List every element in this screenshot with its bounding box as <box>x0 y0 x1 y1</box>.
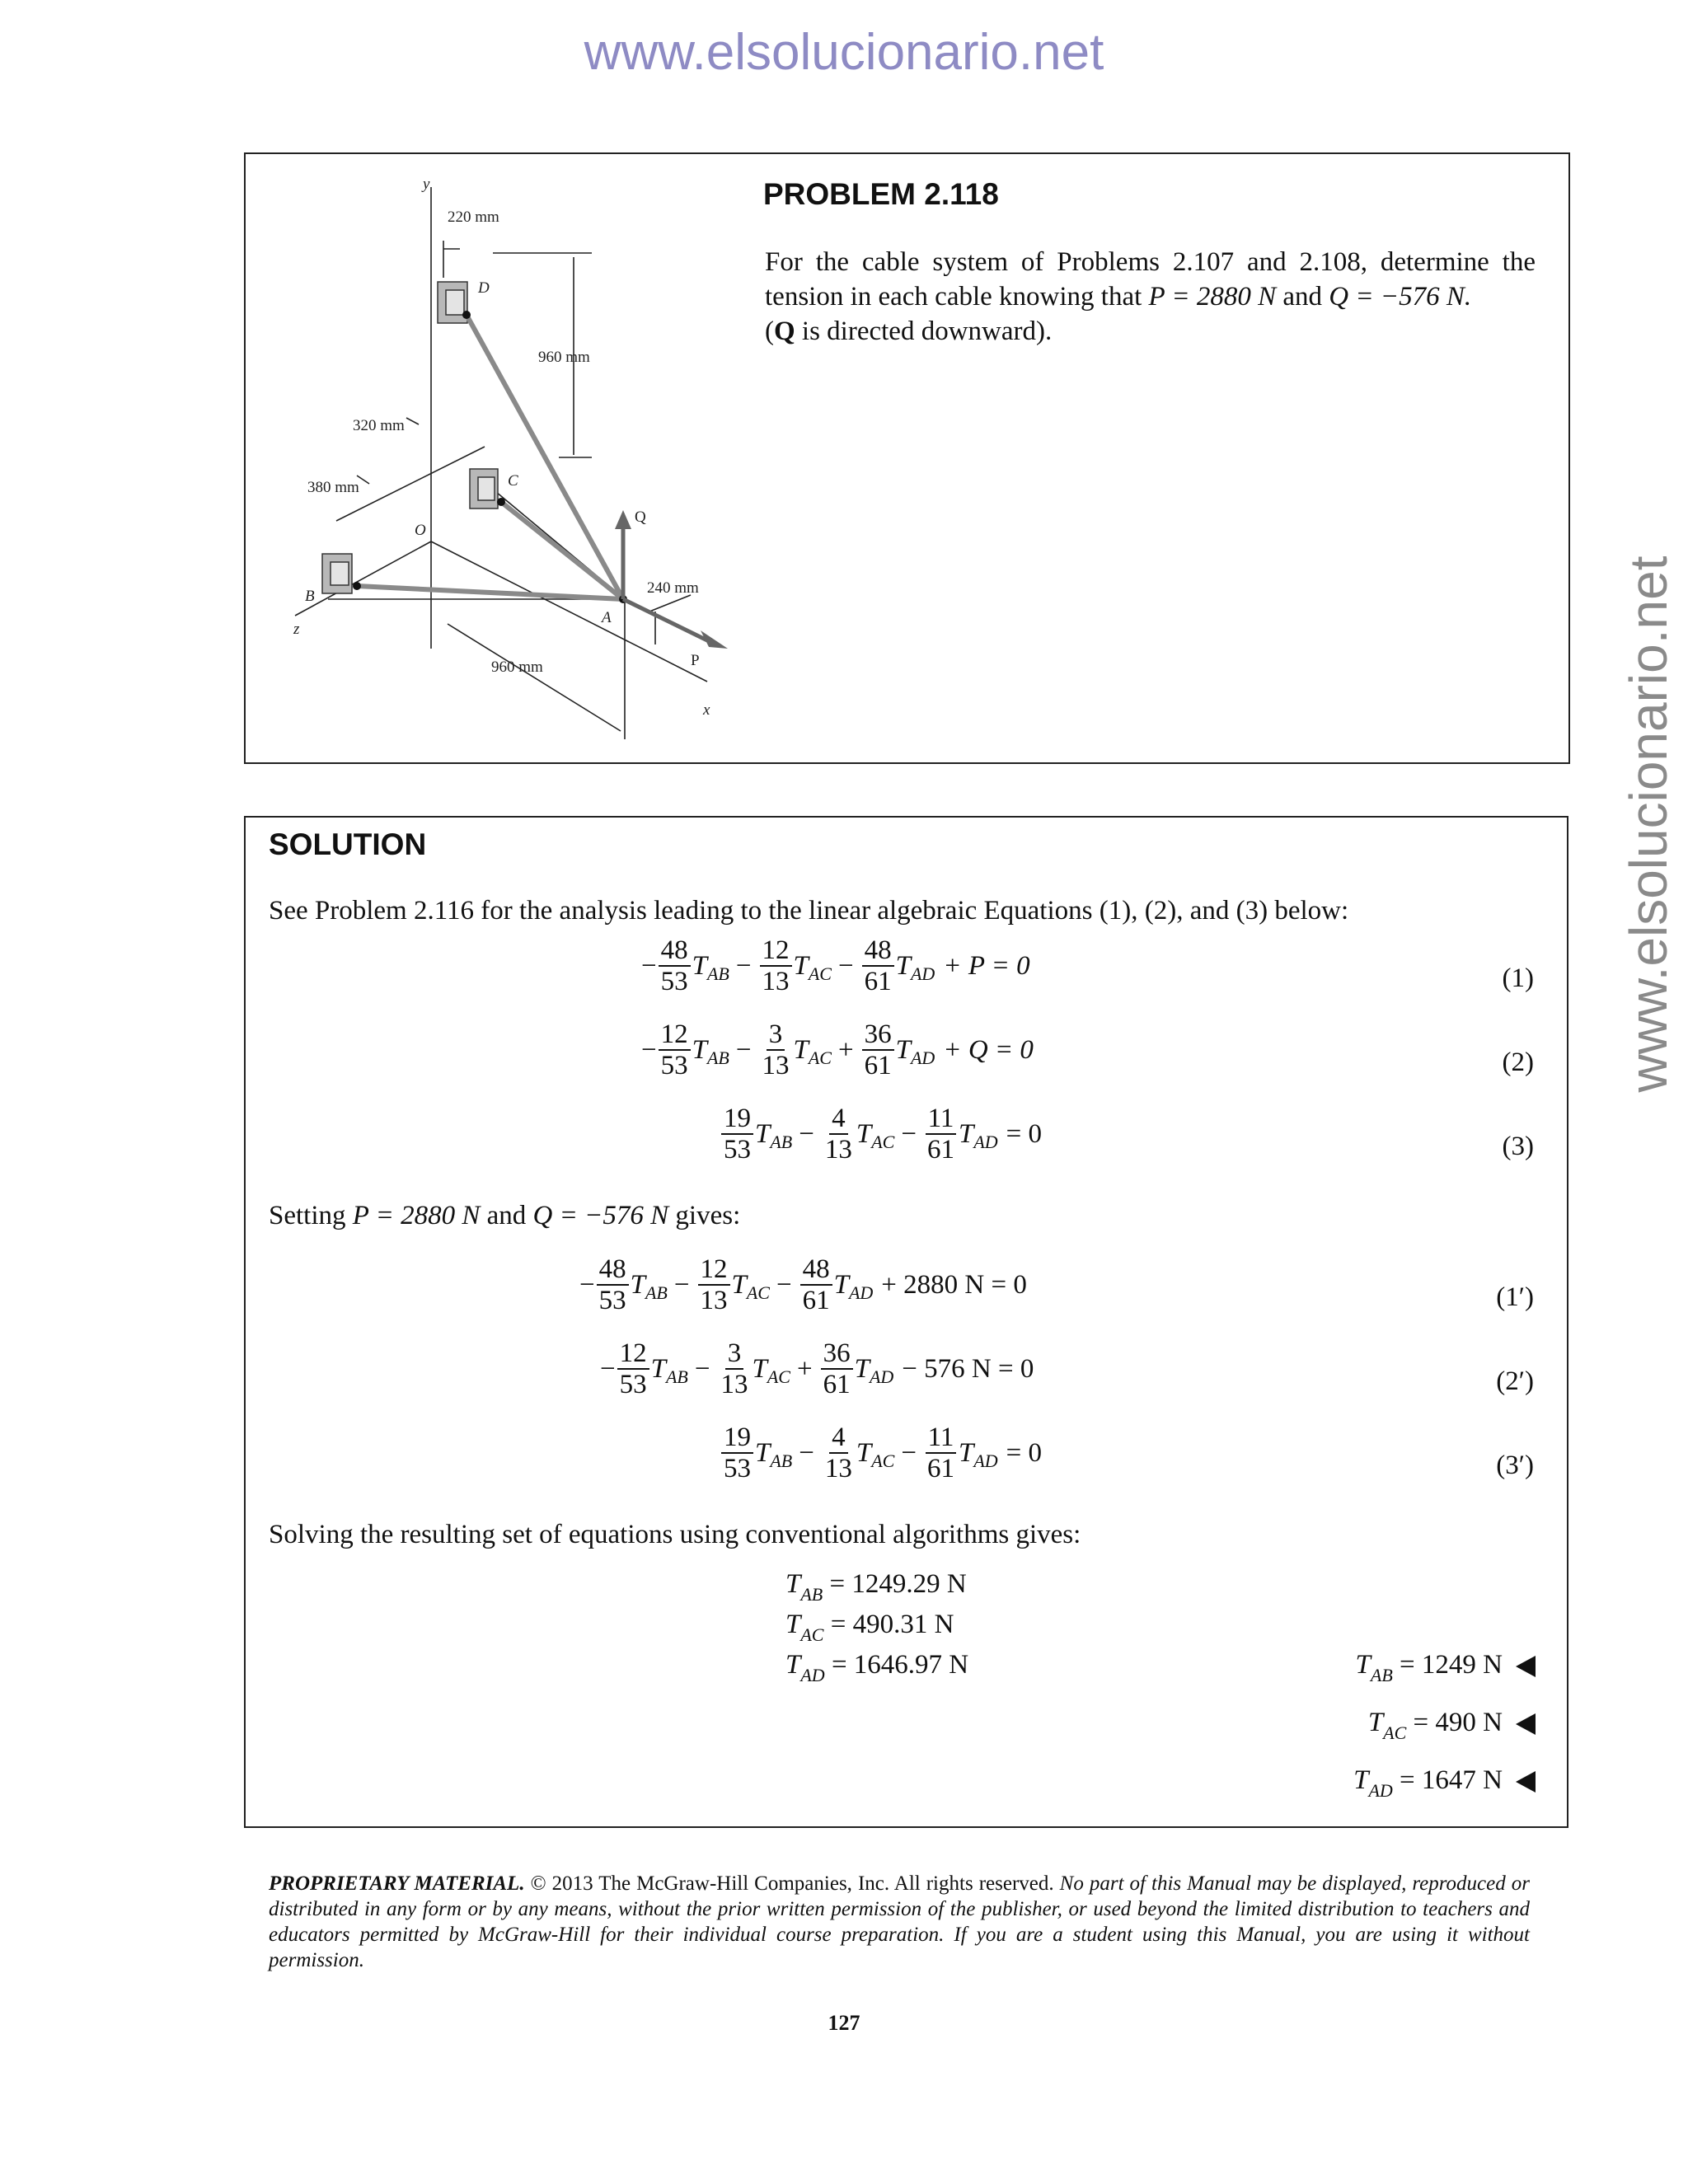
subscript: AB <box>665 1366 688 1387</box>
eq-op: − <box>799 1118 814 1149</box>
tension-symbol: T <box>630 1269 645 1300</box>
statement-prefix: For the cable system of Problems 2.107 and 2.108, determine the tension in each cable knowing that <box>765 247 1536 312</box>
eq-op: − <box>837 950 854 981</box>
tension-symbol: T <box>895 1034 911 1065</box>
tension-symbol: T <box>1353 1765 1369 1795</box>
frac-num: 19 <box>721 1422 753 1454</box>
equation-number: (2′) <box>1496 1366 1534 1396</box>
eq-op: − <box>694 1353 710 1384</box>
frac-den: 61 <box>926 1135 954 1165</box>
equation-3-prime <box>720 1416 1042 1490</box>
footer-bold: PROPRIETARY MATERIAL. <box>269 1872 525 1895</box>
answer-tac <box>1367 1708 1536 1743</box>
tension-symbol: T <box>856 1437 872 1468</box>
frac-num: 11 <box>926 1104 957 1135</box>
dim-380: 380 mm <box>307 479 359 496</box>
footer-italic: No part of this Manual may be displayed, reproduced or distributed in any form or by any means, without the prior written permission of the publisher, or used beyond the limited distribution to teachers and educators permitted by McGraw-Hill for their individual course preparation. If you are a student using this Manual, you are using it without permission. <box>269 1872 1530 1971</box>
equation-number: (1′) <box>1496 1282 1534 1312</box>
frac-den: 61 <box>864 1051 892 1080</box>
eq-tail: + Q = 0 <box>943 1034 1034 1065</box>
eq-op: − <box>901 1118 917 1149</box>
frac-den: 53 <box>724 1454 751 1483</box>
dim-240: 240 mm <box>647 579 699 597</box>
solution-intro: See Problem 2.116 for the analysis leading to the linear algebraic Equations (1), (2), and (3) below: <box>269 896 1349 926</box>
subscript: AB <box>706 1047 729 1068</box>
subscript: AD <box>973 1132 998 1152</box>
answer-marker-icon <box>1516 1713 1536 1735</box>
subscript: AB <box>1370 1665 1393 1685</box>
frac-den: 13 <box>700 1286 728 1315</box>
copyright-footer <box>269 1871 1530 1973</box>
eq-lead: − <box>641 1034 657 1065</box>
label-B: B <box>305 588 315 605</box>
result-tab <box>785 1569 967 1605</box>
answer-value: = 1647 N <box>1400 1765 1503 1795</box>
equation-2-prime <box>600 1332 1034 1406</box>
frac-num: 12 <box>617 1338 649 1370</box>
equation-3 <box>720 1097 1042 1171</box>
frac-num: 19 <box>721 1104 753 1135</box>
frac-num: 12 <box>698 1254 730 1286</box>
tension-symbol: T <box>692 950 707 981</box>
answer-marker-icon <box>1516 1656 1536 1677</box>
tension-symbol: T <box>752 1353 767 1384</box>
eq-op: + <box>837 1034 854 1065</box>
subscript: AC <box>800 1624 824 1645</box>
eq-op: − <box>735 1034 752 1065</box>
label-z: z <box>293 621 300 638</box>
tension-symbol: T <box>785 1610 801 1639</box>
label-P: P <box>691 652 700 669</box>
equation-1 <box>641 929 1030 1003</box>
frac-den: 53 <box>724 1135 751 1165</box>
tension-symbol: T <box>1355 1650 1371 1680</box>
frac-den: 13 <box>762 967 790 996</box>
frac-num: 4 <box>829 1422 848 1454</box>
subscript: AD <box>848 1282 874 1303</box>
eq-tail: + 2880 N = 0 <box>881 1269 1027 1300</box>
eq-tail: = 0 <box>1006 1118 1043 1149</box>
tension-symbol: T <box>793 1034 809 1065</box>
frac-num: 3 <box>725 1338 744 1370</box>
frac-den: 13 <box>824 1135 852 1165</box>
eq-op: − <box>901 1437 917 1468</box>
equation-number: (2) <box>1502 1047 1534 1077</box>
subscript: AB <box>645 1282 668 1303</box>
subscript: AB <box>706 963 729 984</box>
subscript: AC <box>767 1366 790 1387</box>
eq-op: − <box>735 950 752 981</box>
solution-box <box>244 816 1568 1828</box>
tension-symbol: T <box>650 1353 666 1384</box>
subscript: AD <box>1368 1780 1393 1801</box>
label-D: D <box>478 279 490 297</box>
result-value: = 1249.29 N <box>829 1569 967 1599</box>
subscript: AC <box>746 1282 770 1303</box>
statement-q: Q = −576 N. <box>1329 282 1472 312</box>
frac-num: 48 <box>800 1254 832 1286</box>
tension-symbol: T <box>833 1269 849 1300</box>
problem-statement <box>765 245 1536 349</box>
subscript: AD <box>973 1451 998 1471</box>
frac-num: 36 <box>821 1338 853 1370</box>
frac-den: 61 <box>823 1370 851 1399</box>
tension-symbol: T <box>785 1569 801 1599</box>
tension-symbol: T <box>785 1650 801 1680</box>
equation-number: (3′) <box>1496 1451 1534 1480</box>
answer-tab <box>1355 1650 1536 1685</box>
frac-den: 53 <box>598 1286 626 1315</box>
subscript: AD <box>800 1665 825 1685</box>
result-tac <box>785 1610 954 1645</box>
subscript: AD <box>869 1366 894 1387</box>
equation-1-prime <box>579 1248 1027 1322</box>
subscript: AC <box>808 1047 832 1068</box>
label-O: O <box>415 522 426 539</box>
equation-2 <box>641 1013 1034 1087</box>
frac-num: 48 <box>659 935 691 967</box>
frac-num: 12 <box>760 935 792 967</box>
equation-number: (3) <box>1502 1132 1534 1161</box>
subscript: AD <box>910 1047 935 1068</box>
answer-tad <box>1353 1765 1536 1801</box>
result-value: = 490.31 N <box>830 1610 954 1639</box>
solving-text: Solving the resulting set of equations using conventional algorithms gives: <box>269 1520 1081 1549</box>
frac-num: 48 <box>862 935 894 967</box>
tension-symbol: T <box>854 1353 870 1384</box>
eq-lead: − <box>579 1269 595 1300</box>
problem-box <box>244 152 1570 764</box>
label-A: A <box>602 609 612 626</box>
subscript: AD <box>910 963 935 984</box>
watermark-side: www.elsolucionario.net <box>1619 555 1678 1093</box>
frac-den: 13 <box>720 1370 748 1399</box>
answer-value: = 490 N <box>1413 1708 1503 1737</box>
dim-960-horizontal: 960 mm <box>491 658 543 676</box>
subscript: AB <box>800 1584 823 1605</box>
solution-title: SOLUTION <box>269 827 427 861</box>
dim-960-vertical: 960 mm <box>538 349 590 366</box>
frac-num: 48 <box>597 1254 629 1286</box>
subscript: AC <box>871 1132 895 1152</box>
answer-value: = 1249 N <box>1400 1650 1503 1680</box>
frac-num: 12 <box>659 1019 691 1051</box>
footer-normal: © 2013 The McGraw-Hill Companies, Inc. All rights reserved. <box>524 1872 1060 1895</box>
result-value: = 1646.97 N <box>831 1650 969 1680</box>
frac-den: 53 <box>660 967 688 996</box>
frac-den: 13 <box>762 1051 790 1080</box>
equation-number: (1) <box>1502 963 1534 993</box>
eq-tail: + P = 0 <box>943 950 1030 981</box>
tension-symbol: T <box>958 1437 974 1468</box>
paren-open: ( <box>765 316 774 346</box>
tension-symbol: T <box>755 1118 771 1149</box>
frac-num: 4 <box>829 1104 848 1135</box>
subscript: AC <box>1383 1722 1407 1743</box>
setting-prefix: Setting <box>269 1201 353 1230</box>
eq-op: − <box>673 1269 690 1300</box>
setting-line <box>269 1201 740 1231</box>
tension-symbol: T <box>856 1118 872 1149</box>
eq-lead: − <box>600 1353 616 1384</box>
page-number: 127 <box>828 2011 860 2035</box>
setting-q: Q = −576 N <box>532 1201 669 1230</box>
frac-den: 53 <box>660 1051 688 1080</box>
frac-den: 61 <box>926 1454 954 1483</box>
frac-num: 3 <box>767 1019 785 1051</box>
subscript: AB <box>770 1451 793 1471</box>
frac-num: 11 <box>926 1422 957 1454</box>
eq-op: − <box>776 1269 792 1300</box>
dim-220: 220 mm <box>448 209 499 226</box>
eq-tail: = 0 <box>1006 1437 1043 1468</box>
statement-and: and <box>1276 282 1329 312</box>
dim-320: 320 mm <box>353 417 405 434</box>
frac-num: 36 <box>862 1019 894 1051</box>
frac-den: 53 <box>619 1370 647 1399</box>
tension-symbol: T <box>1367 1708 1384 1737</box>
label-x: x <box>703 701 710 719</box>
eq-op: − <box>799 1437 814 1468</box>
subscript: AB <box>770 1132 793 1152</box>
frac-den: 13 <box>824 1454 852 1483</box>
tension-symbol: T <box>895 950 911 981</box>
eq-tail: − 576 N = 0 <box>902 1353 1034 1384</box>
label-C: C <box>508 472 518 490</box>
cable-system-figure <box>246 154 740 766</box>
statement-p: P = 2880 N <box>1148 282 1277 312</box>
eq-op: + <box>796 1353 813 1384</box>
setting-and: and <box>480 1201 533 1230</box>
eq-lead: − <box>641 950 657 981</box>
tension-symbol: T <box>755 1437 771 1468</box>
frac-den: 61 <box>802 1286 830 1315</box>
subscript: AC <box>808 963 832 984</box>
setting-p: P = 2880 N <box>352 1201 481 1230</box>
setting-suffix: gives: <box>668 1201 741 1230</box>
answer-marker-icon <box>1516 1771 1536 1793</box>
label-y: y <box>423 176 430 193</box>
paren-rest: is directed downward). <box>795 316 1053 346</box>
tension-symbol: T <box>958 1118 974 1149</box>
frac-den: 61 <box>864 967 892 996</box>
label-Q: Q <box>635 509 646 526</box>
tension-symbol: T <box>731 1269 747 1300</box>
tension-symbol: T <box>692 1034 707 1065</box>
statement-q-bold: Q <box>774 316 795 346</box>
problem-title: PROBLEM 2.118 <box>763 177 999 211</box>
result-tad <box>785 1650 969 1685</box>
subscript: AC <box>871 1451 895 1471</box>
tension-symbol: T <box>793 950 809 981</box>
watermark-top: www.elsolucionario.net <box>584 24 1104 81</box>
